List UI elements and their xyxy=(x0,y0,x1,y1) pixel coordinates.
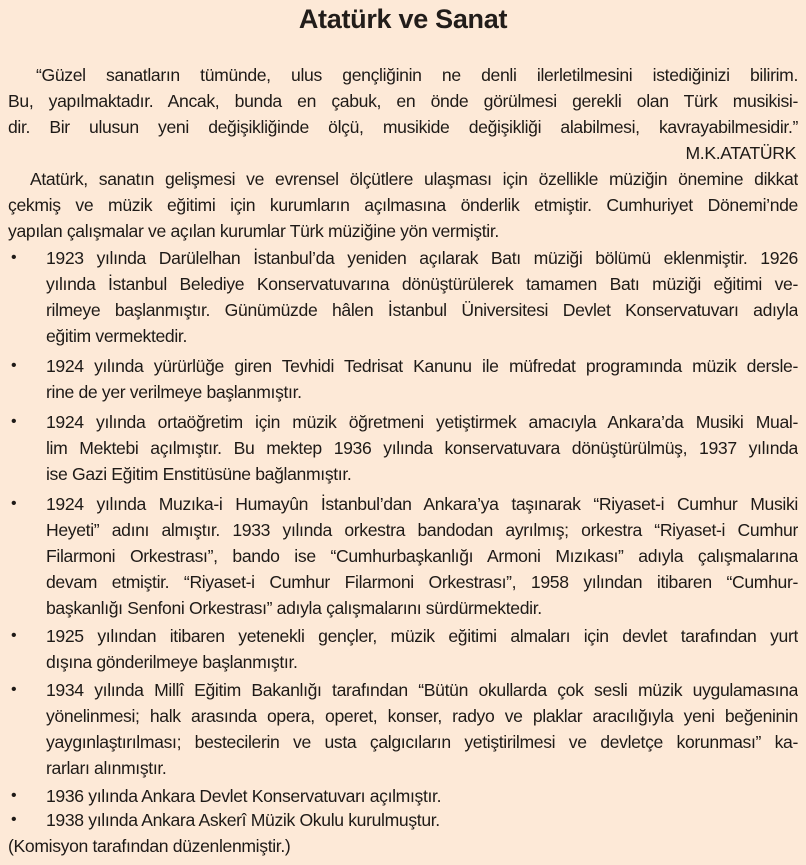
quote-line: dir. Bir ulusun yeni değişikliğinde ölçü, musikide değişikliği alabilmesi, kavrayabilmesidir.” xyxy=(8,117,798,137)
list-item-line: dışına gönderilmeye başlanmıştır. xyxy=(46,652,298,672)
list-item-line: yönelinmesi; halk arasında opera, operet, konser, radyo ve plaklar aracılığıyla yeni beğeninin xyxy=(46,706,798,726)
quote-author: M.K.ATATÜRK xyxy=(685,143,796,163)
footnote: (Komisyon tarafından düzenlenmiştir.) xyxy=(8,836,291,856)
intro-line: yapılan çalışmalar ve açılan kurumlar Türk müziğine yön vermiştir. xyxy=(8,221,499,241)
list-item-line: 1938 yılında Ankara Askerî Müzik Okulu kurulmuştur. xyxy=(46,810,440,830)
list-item-line: başkanlığı Senfoni Orkestrası” adıyla çalışmalarını sürdürmektedir. xyxy=(46,598,542,618)
page-title: Atatürk ve Sanat xyxy=(298,4,508,34)
bullet-icon: • xyxy=(11,811,17,828)
list-item-line: 1924 yılında yürürlüğe giren Tevhidi Tedrisat Kanunu ile müfredat programında müzik dersle- xyxy=(46,356,798,376)
list-item-line: 1925 yılından itibaren yetenekli gençler, müzik eğitimi almaları için devlet tarafından yurt xyxy=(46,626,798,646)
list-item-line: lim Mektebi açılmıştır. Bu mektep 1936 yılında konservatuvara dönüştürülmüş, 1937 yılında xyxy=(46,438,798,458)
bullet-icon: • xyxy=(11,357,17,374)
list-item-line: yaygınlaştırılması; bestecilerin ve usta çalgıcıların yetiştirilmesi ve devletçe korunması” ka- xyxy=(46,732,798,752)
bullet-icon: • xyxy=(11,495,17,512)
list-item-line: rarları alınmıştır. xyxy=(46,758,167,778)
bullet-icon: • xyxy=(11,681,17,698)
quote-line: “Güzel sanatların tümünde, ulus gençliğinin ne denli ilerletilmesini istediğinizi bilirim. xyxy=(36,65,798,85)
list-item-line: 1923 yılında Darülelhan İstanbul’da yeniden açılarak Batı müziği bölümü eklenmiştir. 1926 xyxy=(46,248,798,268)
list-item-line: rine de yer verilmeye başlanmıştır. xyxy=(46,382,302,402)
bullet-icon: • xyxy=(11,413,17,430)
list-item-line: 1936 yılında Ankara Devlet Konservatuvarı açılmıştır. xyxy=(46,786,442,806)
list-item-line: eğitim vermektedir. xyxy=(46,326,187,346)
list-item-line: Heyeti” adını almıştır. 1933 yılında orkestra bandodan ayrılmış; orkestra “Riyaset-i Cumhur xyxy=(46,520,798,540)
list-item-line: devam etmiştir. “Riyaset-i Cumhur Filarmoni Orkestrası”, 1958 yılından itibaren “Cumhur- xyxy=(46,572,798,592)
list-item-line: 1924 yılında Muzıka-i Humayûn İstanbul’dan Ankara’ya taşınarak “Riyaset-i Cumhur Musiki xyxy=(46,494,798,514)
list-item-line: 1924 yılında ortaöğretim için müzik öğretmeni yetiştirmek amacıyla Ankara’da Musiki Mual- xyxy=(46,412,798,432)
intro-line: Atatürk, sanatın gelişmesi ve evrensel ölçütlere ulaşması için özellikle müziğin önemine dikkat xyxy=(30,169,798,189)
list-item-line: yılında İstanbul Belediye Konservatuvarına dönüştürülerek tamamen Batı müziği eğitimi ve- xyxy=(46,274,798,294)
bullet-icon: • xyxy=(11,249,17,266)
intro-line: çekmiş ve müzik eğitimi için kurumların açılmasına önderlik etmiştir. Cumhuriyet Dönemi’nde xyxy=(8,195,798,215)
list-item-line: ise Gazi Eğitim Enstitüsüne bağlanmıştır. xyxy=(46,464,352,484)
quote-line: Bu, yapılmaktadır. Ancak, bunda en çabuk, en önde görülmesi gerekli olan Türk musikisi- xyxy=(8,91,798,111)
bullet-icon: • xyxy=(11,787,17,804)
list-item-line: Filarmoni Orkestrası”, bando ise “Cumhurbaşkanlığı Armoni Mızıkası” adıyla çalışmalarına xyxy=(46,546,798,566)
list-item-line: rilmeye başlanmıştır. Günümüzde hâlen İstanbul Üniversitesi Devlet Konservatuvarı adıyla xyxy=(46,300,798,320)
bullet-icon: • xyxy=(11,627,17,644)
list-item-line: 1934 yılında Millî Eğitim Bakanlığı tarafından “Bütün okullarda çok sesli müzik uygulamasına xyxy=(46,680,798,700)
